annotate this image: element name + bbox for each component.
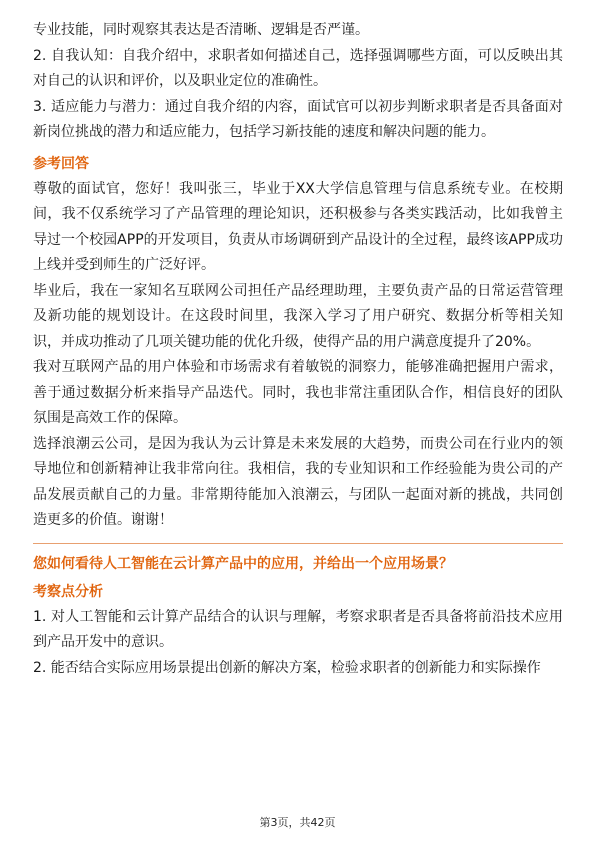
body-text: 专业技能，同时观察其表达是否清晰、逻辑是否严谨。 [33,22,369,38]
list-item: 1. 对人工智能和云计算产品结合的认识与理解，考察求职者是否具备将前沿技术应用到产品开发中的意识。 [33,608,563,650]
question-title: 您如何看待人工智能在云计算产品中的应用，并给出一个应用场景？ [33,555,453,572]
answer-paragraph: 毕业后，我在一家知名互联网公司担任产品经理助理，主要负责产品的日常运营管理及新功能的规划设计。在这段时间里，我深入学习了用户研究、数据分析等相关知识，并成功推动了几项关键功能的优化升级，使得产品的用户满意度提升了20%。 [33,282,563,350]
analysis-heading: 考察点分析 [33,583,103,600]
section-divider [33,543,563,544]
page-number: 第3页，共42页 [259,816,336,829]
answer-paragraph: 尊敬的面试官，您好！我叫张三，毕业于XX大学信息管理与信息系统专业。在校期间，我不仅系统学习了产品管理的理论知识，还积极参与各类实践活动，比如我曾主导过一个校园APP的开发项目，负责从市场调研到产品设计的全过程，最终该APP成功上线并受到师生的广泛好评。 [33,180,563,273]
list-item: 3. 适应能力与潜力：通过自我介绍的内容，面试官可以初步判断求职者是否具备面对新岗位挑战的潜力和适应能力，包括学习新技能的速度和解决问题的能力。 [33,98,563,140]
list-item: 2. 能否结合实际应用场景提出创新的解决方案，检验求职者的创新能力和实际操作 [33,659,541,676]
page-content [33,18,563,681]
reference-answer-heading: 参考回答 [33,155,89,172]
list-item: 2. 自我认知：自我介绍中，求职者如何描述自己，选择强调哪些方面，可以反映出其对自己的认识和评价，以及职业定位的准确性。 [33,47,563,89]
answer-paragraph: 选择浪潮云公司，是因为我认为云计算是未来发展的大趋势，而贵公司在行业内的领导地位和创新精神让我非常向往。我相信，我的专业知识和工作经验能为贵公司的产品发展贡献自己的力量。非常期待能加入浪潮云，与团队一起面对新的挑战，共同创造更多的价值。谢谢！ [33,435,563,528]
answer-paragraph: 我对互联网产品的用户体验和市场需求有着敏锐的洞察力，能够准确把握用户需求，善于通过数据分析来指导产品迭代。同时，我也非常注重团队合作，相信良好的团队氛围是高效工作的保障。 [33,359,563,426]
